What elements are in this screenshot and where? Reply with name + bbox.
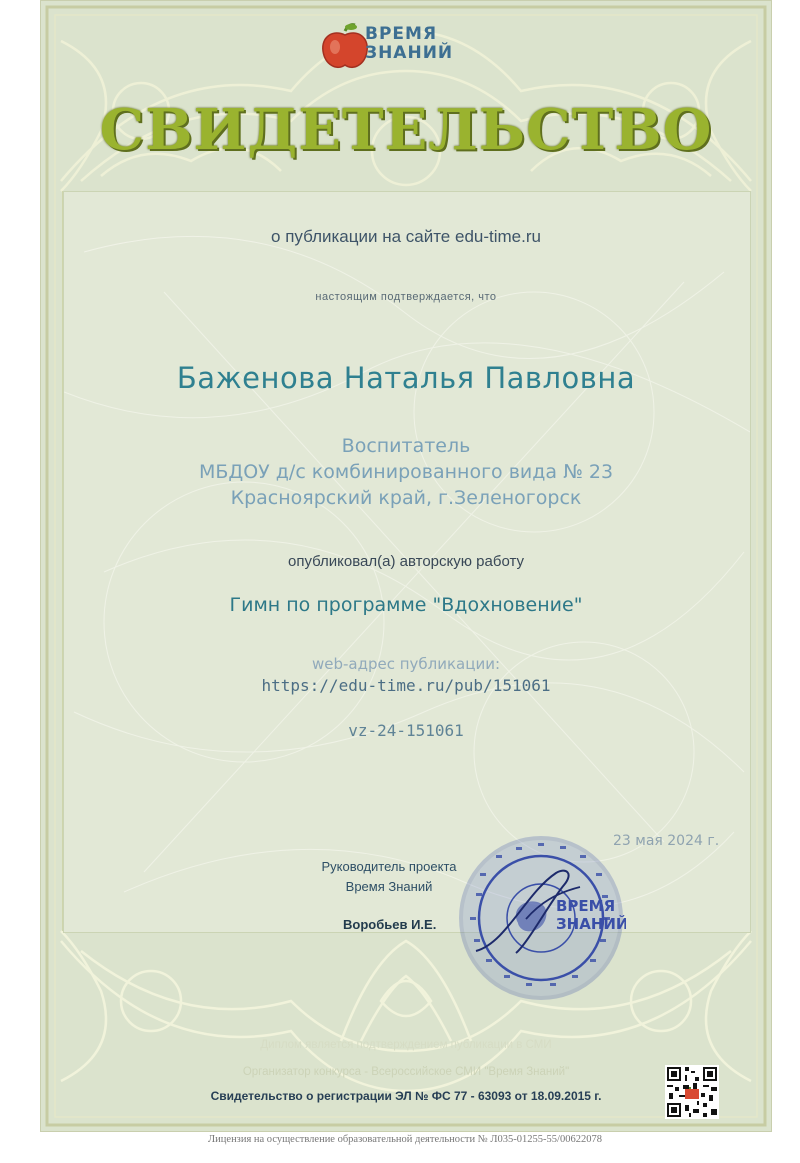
logo-line1: ВРЕМЯ — [365, 24, 438, 44]
registration-number: Свидетельство о регистрации ЭЛ № ФС 77 - 63093 от 18.09.2015 г. — [210, 1089, 602, 1103]
web-address-label: web-адрес публикации: — [311, 655, 501, 673]
stamp-text-line2: ЗНАНИЙ — [556, 915, 626, 933]
footer-line1: Диплом является подтверждением публикации в СМИ — [260, 1039, 552, 1051]
head-label-line2: Время Знаний — [345, 879, 433, 894]
confirm-text: настоящим подтверждается, что — [315, 291, 497, 303]
license-line: Лицензия на осуществление образовательной деятельности № Л035-01255-55/00622078 — [208, 1134, 602, 1145]
stamp-seal — [456, 833, 626, 1003]
qr-code-icon[interactable] — [665, 1065, 719, 1119]
signer-name: Воробьев И.Е. — [343, 917, 437, 932]
organization: МБДОУ д/с комбинированного вида № 23 — [198, 461, 614, 483]
subtitle: о публикации на сайте edu-time.ru — [271, 227, 541, 246]
recipient-position — [41, 433, 771, 511]
position: Воспитатель — [341, 435, 471, 457]
certificate-title: СВИДЕТЕЛЬСТВО — [99, 97, 713, 163]
document-code: vz-24-151061 — [348, 721, 464, 740]
project-head-label — [309, 857, 469, 897]
certificate — [40, 0, 772, 1132]
recipient-name: Баженова Наталья Павловна — [176, 361, 636, 395]
issue-date: 23 мая 2024 г. — [613, 833, 720, 849]
web-address-link[interactable]: https://edu-time.ru/pub/151061 — [261, 676, 551, 695]
logo-text — [365, 25, 453, 63]
head-label-line1: Руководитель проекта — [321, 859, 457, 874]
footer-line2: Организатор конкурса - Всероссийское СМИ "Время Знаний" — [242, 1066, 570, 1078]
logo-line2: ЗНАНИЙ — [365, 43, 454, 63]
published-text: опубликовал(а) авторскую работу — [288, 553, 524, 570]
work-title: Гимн по программе "Вдохновение" — [229, 594, 583, 616]
stamp-text-line1: ВРЕМЯ — [556, 897, 616, 915]
location: Красноярский край, г.Зеленогорск — [230, 487, 582, 509]
